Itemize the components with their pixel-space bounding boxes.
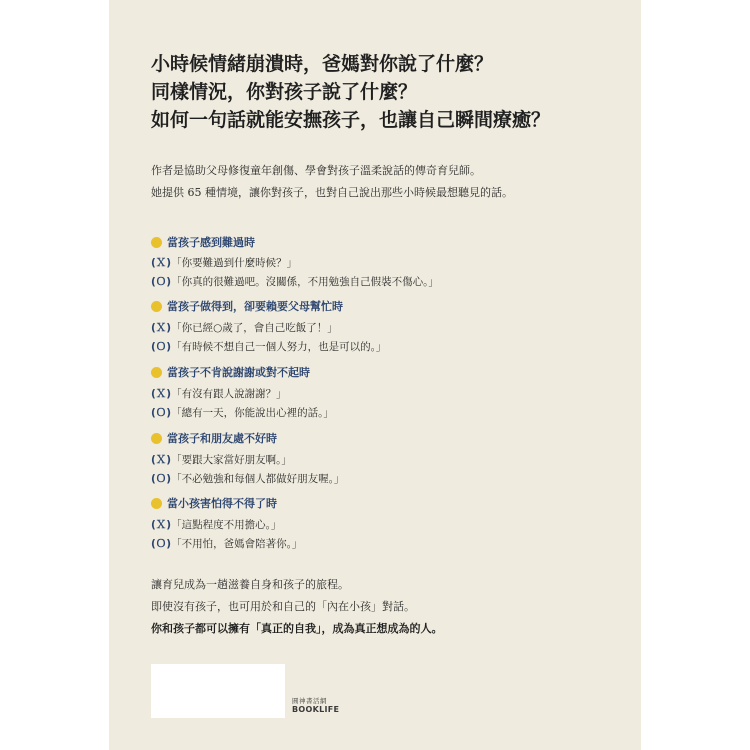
circle-mark-icon: (Ｏ) bbox=[151, 406, 172, 419]
section-heading-text: 當孩子做得到，卻要賴要父母幫忙時 bbox=[167, 300, 343, 313]
right-phrase bbox=[151, 469, 344, 487]
section-heading bbox=[151, 430, 277, 446]
bullet-dot-icon bbox=[151, 301, 162, 312]
wrong-phrase bbox=[151, 450, 292, 468]
circle-mark-icon: (Ｏ) bbox=[151, 275, 172, 288]
circle-mark-icon: (Ｏ) bbox=[151, 340, 172, 353]
section-heading bbox=[151, 234, 255, 250]
wrong-phrase bbox=[151, 318, 338, 336]
closing-line-3: 你和孩子都可以擁有「真正的自我」，成為真正想成為的人。 bbox=[151, 622, 443, 635]
section-heading bbox=[151, 495, 277, 511]
bullet-dot-icon bbox=[151, 367, 162, 378]
publisher-logo bbox=[292, 697, 362, 715]
cross-mark-icon: (Ｘ) bbox=[151, 453, 172, 466]
headline-line-2: 同樣情況，你對孩子說了什麼？ bbox=[151, 81, 418, 103]
intro-line-2: 她提供 65 種情境，讓你對孩子，也對自己說出那些小時候最想聽見的話。 bbox=[151, 186, 513, 199]
right-phrase bbox=[151, 403, 334, 421]
cross-mark-icon: (Ｘ) bbox=[151, 256, 172, 269]
wrong-phrase-text: 「有沒有跟人說謝謝？」 bbox=[171, 387, 287, 400]
book-back-cover bbox=[109, 0, 641, 750]
circle-mark-icon: (Ｏ) bbox=[151, 472, 172, 485]
wrong-phrase-text: 「你要難過到什麼時候？」 bbox=[171, 256, 298, 269]
right-phrase-text: 「不用怕，爸媽會陪著你。」 bbox=[171, 537, 303, 550]
section-heading-text: 當孩子不肯說謝謝或對不起時 bbox=[167, 366, 310, 379]
section-heading bbox=[151, 298, 343, 314]
section-heading-text: 當孩子感到難過時 bbox=[167, 236, 255, 249]
wrong-phrase bbox=[151, 384, 287, 402]
closing-line-2: 即使沒有孩子，也可用於和自己的「內在小孩」對話。 bbox=[151, 600, 415, 613]
closing-line-1: 讓育兒成為一趟滋養自身和孩子的旅程。 bbox=[151, 578, 349, 591]
headline-line-1: 小時候情緒崩潰時，爸媽對你說了什麼？ bbox=[151, 53, 494, 75]
wrong-phrase bbox=[151, 253, 297, 271]
intro-line-1: 作者是協助父母修復童年創傷、學會對孩子溫柔說話的傳奇育兒師。 bbox=[151, 164, 481, 177]
intro-paragraph bbox=[151, 160, 611, 204]
barcode-placeholder bbox=[151, 664, 285, 718]
wrong-phrase-text: 「這點程度不用擔心。」 bbox=[171, 518, 282, 531]
publisher-logo-english: BOOKLIFE bbox=[292, 705, 340, 714]
right-phrase bbox=[151, 534, 302, 552]
cross-mark-icon: (Ｘ) bbox=[151, 518, 172, 531]
section-heading-text: 當小孩害怕得不得了時 bbox=[167, 497, 277, 510]
right-phrase-text: 「有時候不想自己一個人努力，也是可以的。」 bbox=[171, 340, 387, 353]
wrong-phrase-text: 「要跟大家當好朋友啊。」 bbox=[171, 453, 292, 466]
cross-mark-icon: (Ｘ) bbox=[151, 321, 172, 334]
headline bbox=[151, 50, 611, 134]
section-heading-text: 當孩子和朋友處不好時 bbox=[167, 432, 277, 445]
publisher-logo-chinese: 圓神書活網 bbox=[292, 697, 327, 705]
circle-mark-icon: (Ｏ) bbox=[151, 537, 172, 550]
right-phrase-text: 「總有一天，你能說出心裡的話。」 bbox=[171, 406, 334, 419]
bullet-dot-icon bbox=[151, 498, 162, 509]
bullet-dot-icon bbox=[151, 237, 162, 248]
wrong-phrase bbox=[151, 515, 281, 533]
cross-mark-icon: (Ｘ) bbox=[151, 387, 172, 400]
headline-line-3: 如何一句話就能安撫孩子，也讓自己瞬間療癒？ bbox=[151, 109, 551, 131]
right-phrase bbox=[151, 337, 386, 355]
right-phrase-text: 「你真的很難過吧。沒關係，不用勉強自己假裝不傷心。」 bbox=[171, 275, 439, 288]
wrong-phrase-text: 「你已經○歲了，會自己吃飯了！」 bbox=[171, 321, 338, 334]
closing-paragraph bbox=[151, 574, 611, 640]
bullet-dot-icon bbox=[151, 433, 162, 444]
right-phrase bbox=[151, 272, 439, 290]
section-heading bbox=[151, 364, 310, 380]
right-phrase-text: 「不必勉強和每個人都做好朋友喔。」 bbox=[171, 472, 345, 485]
